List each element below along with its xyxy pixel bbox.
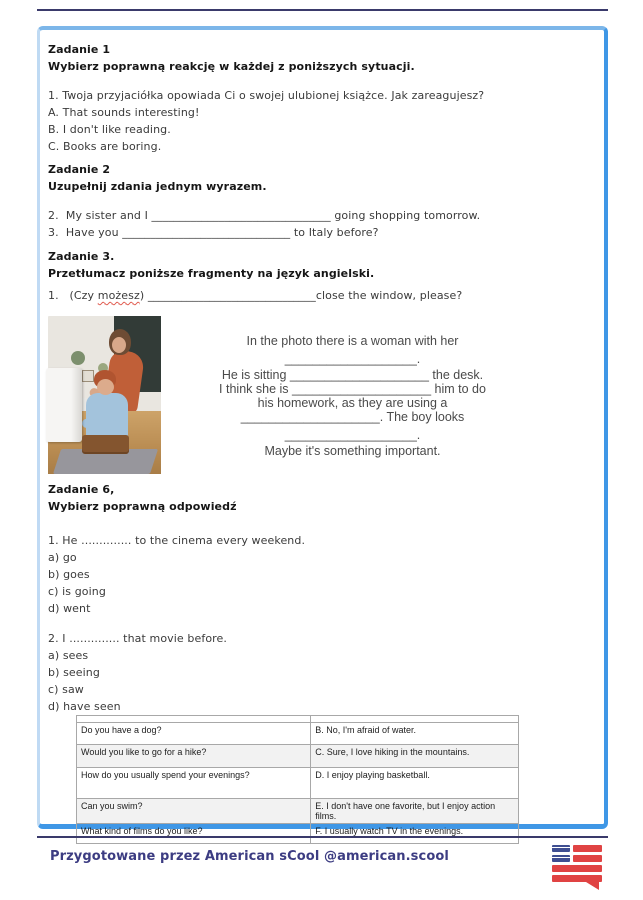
caption-line: Maybe it's something important. [264, 444, 441, 458]
table-cell-answer: B. No, I'm afraid of water. [311, 723, 519, 745]
z1-option-b: B. I don't like reading. [48, 123, 171, 136]
table-row [77, 745, 519, 768]
z6-q1-option-c: c) is going [48, 585, 106, 598]
caption-line: He is sitting ____________________ the desk. [221, 368, 484, 382]
photo-description-block [48, 316, 594, 474]
photo-plant [71, 351, 85, 365]
top-rule [37, 9, 608, 11]
matching-table [76, 715, 519, 844]
table-cell-question: How do you usually spend your evenings? [77, 768, 311, 799]
section-zadanie-1 [48, 41, 594, 155]
z6-q2-option-b: b) seeing [48, 666, 100, 679]
caption-blank-line: ___________________. [284, 352, 421, 366]
photo-picture-frame [82, 370, 94, 382]
table-row [77, 723, 519, 745]
table-cell-question: Do you have a dog? [77, 723, 311, 745]
z6-instruction: Wybierz poprawną odpowiedź [48, 500, 237, 513]
photo-boy-face [97, 379, 114, 395]
z3-item-prefix: 1. (Czy [48, 289, 98, 302]
z3-item-suffix: ) ______________________________close the window, please? [139, 289, 463, 302]
flag-speech-tail [586, 882, 599, 890]
z3-instruction: Przetłumacz poniższe fragmenty na język angielski. [48, 267, 375, 280]
z3-title: Zadanie 3. [48, 250, 115, 263]
z6-q1: 1. He .............. to the cinema every weekend. [48, 534, 306, 547]
table-cell-answer [311, 716, 519, 723]
table-row [77, 768, 519, 799]
caption-line: ____________________. The boy looks [240, 410, 465, 424]
z6-q2-option-d: d) have seen [48, 700, 121, 713]
table-row-clipped-top [77, 716, 519, 723]
caption-line: In the photo there is a woman with her [246, 334, 459, 348]
photo-woman-boy-computer [48, 316, 161, 474]
flag-blue-bar [552, 845, 570, 852]
z1-option-c: C. Books are boring. [48, 140, 162, 153]
z2-item-3: 3. Have you ______________________________ to Italy before? [48, 226, 379, 239]
table-cell-answer: C. Sure, I love hiking in the mountains. [311, 745, 519, 768]
blue-brush-frame [37, 26, 608, 836]
z6-q2-option-c: c) saw [48, 683, 84, 696]
z1-option-a: A. That sounds interesting! [48, 106, 200, 119]
table-row-clipped-bottom [77, 824, 519, 844]
z3-item-misspelled-word: możesz [97, 289, 140, 302]
caption-blank-line: ___________________. [284, 428, 421, 442]
table-row [77, 799, 519, 824]
z6-q1-option-b: b) goes [48, 568, 90, 581]
flag-blue-bar [552, 855, 570, 862]
z6-q2: 2. I .............. that movie before. [48, 632, 227, 645]
bottom-rule [37, 836, 608, 838]
table-cell-answer: F. I usually watch TV in the evenings. [311, 824, 519, 844]
z1-title: Zadanie 1 [48, 43, 111, 56]
matching-table-wrap [76, 715, 519, 836]
section-zadanie-2 [48, 161, 594, 241]
table-cell-question: What kind of films do you like? [77, 824, 311, 844]
z6-q2-option-a: a) sees [48, 649, 89, 662]
flag-red-bar [552, 875, 602, 882]
z3-item-1 [48, 287, 594, 304]
worksheet-content [40, 30, 604, 836]
photo-caption [161, 316, 594, 474]
table-cell-answer: D. I enjoy playing basketball. [311, 768, 519, 799]
z2-title: Zadanie 2 [48, 163, 111, 176]
flag-red-bar [573, 855, 602, 862]
photo-monitor [46, 368, 82, 442]
table-cell-answer: E. I don't have one favorite, but I enjoy action films. [311, 799, 519, 824]
flag-red-bar [552, 865, 602, 872]
z6-title: Zadanie 6, [48, 483, 115, 496]
z1-question: 1. Twoja przyjaciółka opowiada Ci o swojej ulubionej książce. Jak zareagujesz? [48, 89, 485, 102]
z2-instruction: Uzupełnij zdania jednym wyrazem. [48, 180, 267, 193]
photo-notebook [82, 435, 129, 452]
section-zadanie-6 [48, 481, 594, 715]
photo-felt-mat [53, 449, 158, 474]
american-flag-logo [552, 845, 602, 887]
z6-q1-option-a: a) go [48, 551, 77, 564]
table-cell-question: Can you swim? [77, 799, 311, 824]
table-cell-question: Would you like to go for a hike? [77, 745, 311, 768]
section-zadanie-3 [48, 248, 594, 304]
flag-red-bar [573, 845, 602, 852]
z1-instruction: Wybierz poprawną reakcję w każdej z poniższych sytuacji. [48, 60, 415, 73]
photo-woman-face [112, 337, 126, 353]
z6-q1-option-d: d) went [48, 602, 91, 615]
footer-credit: Przygotowane przez American sCool @american.scool [50, 849, 449, 864]
z2-item-2: 2. My sister and I ________________________________ going shopping tomorrow. [48, 209, 481, 222]
caption-line: his homework, as they are using a [257, 396, 448, 410]
caption-line: I think she is ____________________ him to do [219, 382, 486, 396]
table-cell-question [77, 716, 311, 723]
